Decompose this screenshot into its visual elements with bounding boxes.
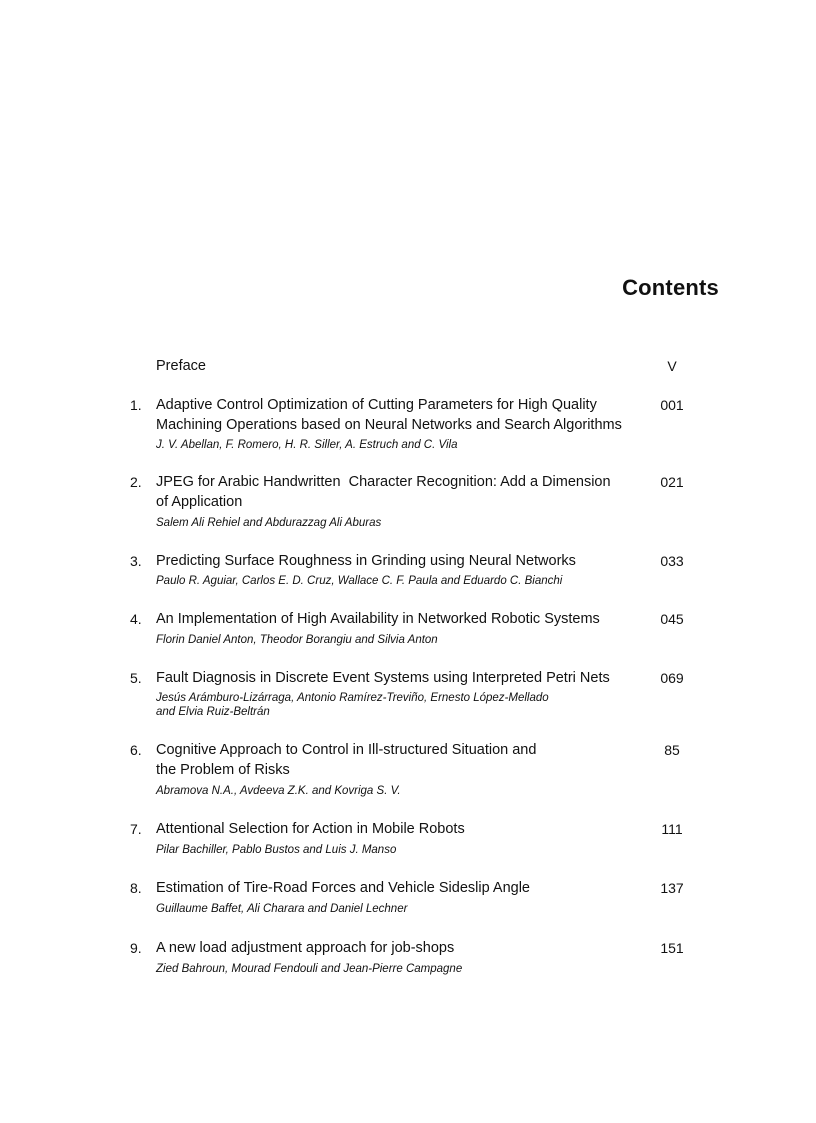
entry-authors: Florin Daniel Anton, Theodor Borangiu and Silvia Anton	[156, 634, 438, 646]
entry-number: 2.	[130, 474, 142, 490]
entry-page: 137	[660, 880, 684, 896]
entry-page: 151	[660, 940, 684, 956]
entry-title: JPEG for Arabic Handwritten Character Recognition: Add a Dimension of Application	[156, 474, 611, 510]
entry-title: Fault Diagnosis in Discrete Event Systems using Interpreted Petri Nets	[156, 670, 610, 686]
entry-number: 9.	[130, 940, 142, 956]
entry-title: Estimation of Tire-Road Forces and Vehicle Sideslip Angle	[156, 880, 530, 896]
entry-page: 045	[660, 611, 684, 627]
entry-page: 033	[660, 553, 684, 569]
page-title: Contents	[622, 275, 719, 300]
entry-number: 4.	[130, 611, 142, 627]
entry-page: 111	[661, 821, 683, 837]
entry-title: Predicting Surface Roughness in Grinding using Neural Networks	[156, 553, 576, 569]
entry-authors: Zied Bahroun, Mourad Fendouli and Jean-Pierre Campagne	[156, 963, 463, 975]
toc-preface	[0, 356, 816, 376]
entry-authors: Jesús Arámburo-Lizárraga, Antonio Ramírez-Treviño, Ernesto López-Mellado and Elvia Ruiz-Beltrán	[156, 692, 549, 718]
entry-number: 7.	[130, 821, 142, 837]
entry-authors: Salem Ali Rehiel and Abdurazzag Ali Aburas	[156, 517, 382, 529]
preface-page: V	[667, 358, 677, 374]
entry-authors: J. V. Abellan, F. Romero, H. R. Siller, A. Estruch and C. Vila	[156, 439, 458, 451]
entry-number: 8.	[130, 880, 142, 896]
entry-title: A new load adjustment approach for job-shops	[156, 940, 455, 956]
entry-title: An Implementation of High Availability in Networked Robotic Systems	[156, 611, 600, 627]
entry-page: 85	[664, 742, 680, 758]
entry-title: Adaptive Control Optimization of Cutting Parameters for High Quality Machining Operations based on Neural Networks and Search Algorithms	[156, 397, 622, 433]
entry-number: 3.	[130, 553, 142, 569]
entry-page: 069	[660, 670, 684, 686]
entry-authors: Paulo R. Aguiar, Carlos E. D. Cruz, Wallace C. F. Paula and Eduardo C. Bianchi	[156, 575, 563, 587]
entry-authors: Guillaume Baffet, Ali Charara and Daniel Lechner	[156, 903, 408, 915]
entry-page: 021	[660, 474, 684, 490]
entry-title: Attentional Selection for Action in Mobile Robots	[156, 821, 465, 837]
entry-title: Cognitive Approach to Control in Ill-structured Situation and the Problem of Risks	[156, 742, 537, 778]
entry-authors: Pilar Bachiller, Pablo Bustos and Luis J. Manso	[156, 844, 397, 856]
entry-page: 001	[660, 397, 684, 413]
entry-number: 6.	[130, 742, 142, 758]
entry-number: 5.	[130, 670, 142, 686]
preface-label: Preface	[156, 358, 206, 374]
entry-number: 1.	[130, 397, 142, 413]
entry-authors: Abramova N.A., Avdeeva Z.K. and Kovriga S. V.	[156, 785, 401, 797]
